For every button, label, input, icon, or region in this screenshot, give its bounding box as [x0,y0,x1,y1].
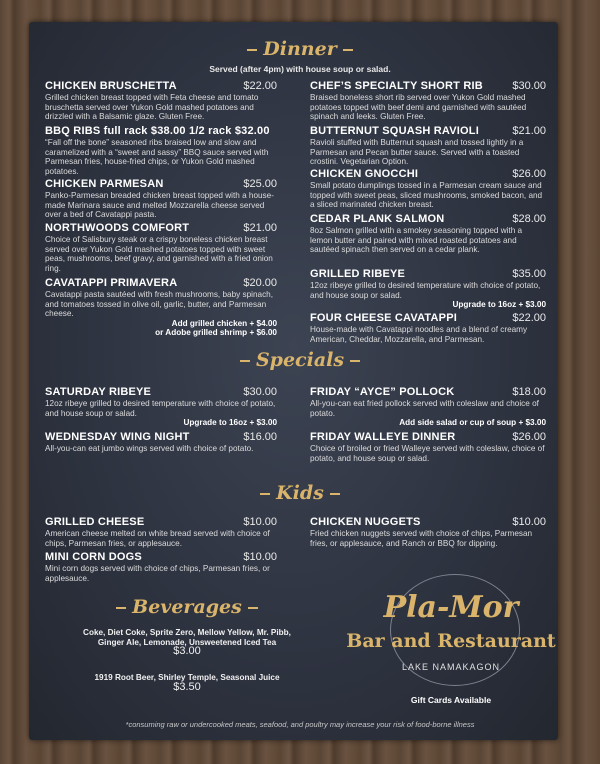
menu-item-description: “Fall off the bone” seasoned ribs braised low and slow and caramelized with a “sweet and sassy” BBQ sauce served with Parmesan fries, house-fried chips, or Yukon Gold mashed potatoes. [45,138,269,176]
kids-title: Kids [0,482,600,504]
menu-item-addon: or Adobe grilled shrimp + $6.00 [155,328,277,338]
menu-item-name: GRILLED CHEESE [45,516,145,528]
menu-item-price: $25.00 [243,178,277,190]
menu-item-price: $21.00 [243,222,277,234]
menu-item-name: FRIDAY “AYCE” POLLOCK [310,386,455,398]
menu-item-name: CHICKEN NUGGETS [310,516,421,528]
menu-item-name: MINI CORN DOGS [45,551,142,563]
dinner-title: Dinner [0,38,600,60]
menu-item [310,386,546,428]
menu-item-price: $22.00 [243,80,277,92]
menu-item [310,268,546,310]
menu-item-description: Panko-Parmesan breaded chicken breast topped with a house-made Marinara sauce and melted Mozzarella cheese served over a bed of Cavatappi pasta. [45,191,274,220]
menu-item-name: CEDAR PLANK SALMON [310,213,445,225]
menu-item-description: Braised boneless short rib served over Yukon Gold mashed potatoes topped with beef demi and garnished with sautéed spinach and leeks. Gluten Free. [310,93,527,122]
menu-item-description: Mini corn dogs served with choice of chips, Parmesan fries, or applesauce. [45,564,270,583]
menu-item [310,80,546,122]
menu-item-price: $26.00 [512,431,546,443]
menu-item [45,516,277,548]
beverage-list-1 [82,628,292,657]
menu-item-price: $22.00 [512,312,546,324]
menu-item-price: $20.00 [243,277,277,289]
menu-item-name: BBQ RIBS full rack $38.00 1/2 rack $32.00 [45,125,270,137]
menu-item-name: CAVATAPPI PRIMAVERA [45,277,178,289]
menu-item [45,125,277,176]
menu-item [45,222,277,273]
logo-location: LAKE NAMAKAGON [401,662,501,672]
menu-item-price: $10.00 [512,516,546,528]
menu-item-description: Choice of broiled or fried Walleye served with coleslaw, choice of potato, and house soup or salad. [310,444,545,463]
menu-item-price: $21.00 [512,125,546,137]
menu-item-description: All-you-can eat fried pollock served with coleslaw and choice of potato. [310,399,539,418]
menu-item-name: WEDNESDAY WING NIGHT [45,431,190,443]
menu-item [310,431,546,463]
menu-item-name: CHICKEN GNOCCHI [310,168,419,180]
menu-item-name: CHICKEN BRUSCHETTA [45,80,177,92]
menu-item-name: CHICKEN PARMESAN [45,178,164,190]
menu-item-name: SATURDAY RIBEYE [45,386,152,398]
menu-item [45,277,277,338]
menu-item-description: All-you-can eat jumbo wings served with choice of potato. [45,444,254,453]
menu-item-price: $18.00 [512,386,546,398]
beverages-title: Beverages [82,596,292,618]
menu-item-description: 8oz Salmon grilled with a smokey seasoning topped with a lemon butter and paired with mixed roasted potatoes and sautéed spinach then served on a cedar plank. [310,226,523,255]
menu-item [45,386,277,428]
dinner-subtitle: Served (after 4pm) with house soup or salad. [209,64,391,74]
food-safety-disclaimer: *consuming raw or undercooked meats, seafood, and poultry may increase your risk of food-borne illness [125,720,475,729]
menu-item [310,312,546,344]
menu-item [310,213,546,255]
menu-item-name: GRILLED RIBEYE [310,268,406,280]
menu-item-price: $35.00 [512,268,546,280]
menu-item [45,80,277,122]
menu-item-description: Ravioli stuffed with Butternut squash and tossed lightly in a Parmesan and Pecan butter sauce. Served with a toasted crostini. Vegetarian Option. [310,138,524,167]
beverage-group-1: Coke, Diet Coke, Sprite Zero, Mellow Yellow, Mr. Pibb, Ginger Ale, Lemonade, Unsweetened Iced Tea [83,628,291,647]
menu-item-description: Cavatappi pasta sautéed with fresh mushrooms, baby spinach, and tomatoes tossed in olive oil, garlic, butter, and Parmesan cheese. [45,290,274,319]
menu-item-addon: Add side salad or cup of soup + $3.00 [399,418,546,428]
menu-item-description: Small potato dumplings tossed in a Parmesan cream sauce and topped with sweet peas, sliced mushrooms, smoked bacon, and a sliced marinated chicken breast. [310,181,543,210]
menu-item-name: CHEF’S SPECIALTY SHORT RIB [310,80,483,92]
menu-item-price: $28.00 [512,213,546,225]
menu-item [45,551,277,583]
menu-item-description: Choice of Salisbury steak or a crispy boneless chicken breast served over Yukon Gold mashed potatoes topped with sweet peas, mushrooms, beef gravy, and garnished with a fried onion ring. [45,235,273,273]
menu-item-name: FRIDAY WALLEYE DINNER [310,431,456,443]
menu-item-description: 12oz ribeye grilled to desired temperature with choice of potato, and house soup or salad. [45,399,276,418]
menu-item-price: $10.00 [243,516,277,528]
menu-item-name: BUTTERNUT SQUASH RAVIOLI [310,125,479,137]
menu-item [310,168,546,210]
menu-item-description: House-made with Cavatappi noodles and a blend of creamy American, Cheddar, Mozzarella, and Parmesan. [310,325,528,344]
menu-item-description: American cheese melted on white bread served with choice of chips, Parmesan fries, or applesauce. [45,529,270,548]
menu-item [45,431,277,454]
menu-item-price: $10.00 [243,551,277,563]
menu-item-price: $16.00 [243,431,277,443]
beverage-group-2: 1919 Root Beer, Shirley Temple, Seasonal Juice [94,673,280,682]
menu-item [310,516,546,548]
menu-item-addon: Add grilled chicken + $4.00 [171,318,277,328]
menu-item-price: $30.00 [243,386,277,398]
menu-item [310,125,546,167]
beverage-list-2 [82,673,292,692]
menu-item-description: Grilled chicken breast topped with Feta cheese and tomato bruschetta served over Yukon Gold mashed potatoes and drizzled with a Balsamic glaze. Gluten Free. [45,93,259,122]
beverage-price-1: $3.00 [173,645,201,658]
gift-cards-note: Gift Cards Available [410,695,492,705]
specials-title: Specials [0,349,600,371]
beverage-price-2: $3.50 [173,680,201,693]
menu-item-description: 12oz ribeye grilled to desired temperature with choice of potato, and house soup or salad. [310,281,541,300]
logo-subtitle: Bar and Restaurant [346,630,556,652]
menu-item-addon: Upgrade to 16oz + $3.00 [452,300,546,310]
menu-item-description: Fried chicken nuggets served with choice of chips, Parmesan fries, or applesauce, and Ranch or BBQ for dipping. [310,529,533,548]
menu-item-price: $30.00 [512,80,546,92]
menu-item-addon: Upgrade to 16oz + $3.00 [183,418,277,428]
menu-item-price: $26.00 [512,168,546,180]
menu-item [45,178,277,220]
menu-item-name: FOUR CHEESE CAVATAPPI [310,312,458,324]
logo-title: Pla-Mor [383,590,519,625]
menu-item-name: NORTHWOODS COMFORT [45,222,190,234]
